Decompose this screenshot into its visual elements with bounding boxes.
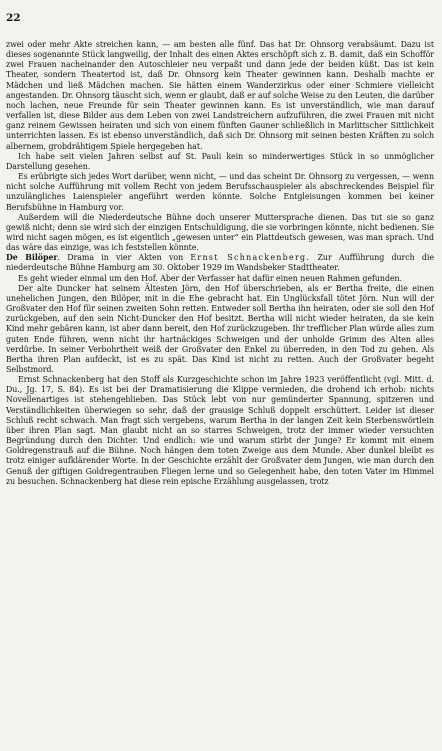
page-number: 22 bbox=[6, 12, 21, 24]
paragraph: Es erübrigte sich jedes Wort darüber, wenn nicht, — und das scheint Dr. Ohnsorg zu vergessen, — wenn nicht solche Aufführung mit vollem Recht von jedem Berufsschauspieler als abschreckendes Beispiel für unzulängliches Laienspieler angeführt werden könnte. Solche Entgleisungen kommen bei keiner Berufsbühne in Hamburg vor. bbox=[6, 172, 434, 212]
review-subtitle: Drama in vier Akten von bbox=[67, 253, 184, 263]
review-title: De Bilöper bbox=[6, 253, 58, 263]
review-performance: Zur Aufführung durch die niederdeutsche Bühne Hamburg am 30. Oktober 1929 im Wandsbeker Stadttheater. bbox=[6, 253, 435, 273]
paragraph: zwei oder mehr Akte streichen kann, — am besten alle fünf. Das hat Dr. Ohnsorg verabsäumt. Dazu ist dieses sogenannte Stück langweilig, der Inhalt des einen Aktes erschöpft sich z. B. damit, daß ein Schofför zwei Frauen nacheinander den Autoschleier neu verpaßt und dann jede der beiden küßt. Das ist kein Theater, sondern Theatertod ist, daß Dr. Ohnsorg kein Theater gewinnen kann. Deshalb machte er Mädchen und ließ Mädchen machen. Sie hätten einem Wanderzirkus oder einer Schmiere vielleicht angestanden. Dr. Ohnsorg täuscht sich, wenn er glaubt, daß er auf solche Weise zu den Leuten, die darüber noch lachen, neue Freunde für sein Theater gewinnen kann. Es ist unverständlich, wie man darauf verfallen ist, diese Bilder aus dem Leben von zwei Landstreichern aufzuführen, die zwei Frauen mit nicht ganz reinem Gewissen heiraten und sich von einem fünften Gauner schließlich in Marlittscher Sittlichkeit unterrichten lassen. Es ist ebenso unverständlich, daß sich Dr. Ohnsorg mit seinen besten Kräften zu solch albernem, grobdrähtigem Spiele hergegeben hat. bbox=[6, 40, 434, 151]
paragraph: Ernst Schnackenberg hat den Stoff als Kurzgeschichte schon im Jahre 1923 veröffentlicht (vgl. Mitt. d. Du., Jg. 17, S. 84). Es ist bei der Dramatisierung die Klippe vermieden, die drohend ich erhob: nichts Novellenartiges ist stehengeblieben. Das Stück lebt von nur gemünderter Spannung, spitzeren und Verständlichkeiten überwiegen so sehr, daß der grausige Schluß doppelt erschüttert. Leider ist dieser Schluß recht schwach. Man fragt sich vergebens, warum Bertha in der langen Zeit kein Sterbenswörtlein über ihren Plan sagt. Man glaubt nicht an so starres Schweigen, trotz der immer wieder versuchten Begründung durch den Dichter. Und endlich: wie und warum stirbt der Junge? Er kommt mit einem Goldregenstrauß auf die Bühne. Noch hängen dem toten Zweige aus dem Munde. Aber dunkel bleibt es trotz einiger aufklärender Worte. In der Geschichte erzählt der Großvater dem Jungen, wie man durch den Genuß der giftigen Goldregentrauben Fliegen lerne und so Gelegenheit habe, den toten Vater im Himmel zu besuchen. Schnackenberg hat diese rein epische Erzählung ausgelassen, trotz bbox=[6, 375, 434, 486]
review-heading: De Bilöper. Drama in vier Akten von Ernst Schnackenberg. Zur Aufführung durch die niederdeutsche Bühne Hamburg am 30. Oktober 1929 im Wandsbeker Stadttheater. bbox=[6, 253, 435, 273]
paragraph: Es geht wieder einmal um den Hof. Aber der Verfasser hat dafür einen neuen Rahmen gefunden. bbox=[18, 273, 403, 283]
review-author: Ernst Schnackenberg. bbox=[190, 253, 311, 263]
paragraph: Der alte Duncker hat seinem Ältesten Jörn, den Hof überschrieben, als er Bertha freite, die einen unehelichen Jungen, den Bilöper, mit in die Ehe gebracht hat. Ein Unglücksfall tötet Jörn. Nun will der Großvater den Hof für seinen zweiten Sohn retten. Entweder soll Bertha ihn heiraten, oder sie soll den Hof zurückgeben, auf den sein Nicht-Duncker den Hof besitzt. Bertha will nicht wieder heiraten, da sie kein Kind mehr gebären kann, ist aber dann bereit, den Hof zurückzugeben. Ihr trefflicher Plan würde alles zum guten Ende führen, wenn nicht ihr hartnäckiges Schweigen und der unholde Grimm des Alten alles verdürbe. In seiner Verbohrtheit weiß der Großvater den Enkel zu überreden, in den Tod zu gehen. Als Bertha ihren Plan aufdeckt, ist es zu spät. Das Kind ist nicht zu retten. Auch der Großvater begeht Selbstmord. bbox=[6, 283, 434, 374]
paragraph: Ich habe seit vielen Jahren selbst auf St. Pauli kein so minderwertiges Stück in so unmöglicher Darstellung gesehen. bbox=[6, 151, 434, 171]
body-text bbox=[6, 40, 434, 487]
paragraph: Außerdem will die Niederdeutsche Bühne doch unserer Muttersprache dienen. Das tut sie so ganz gewiß nicht; denn sie wird sich der einzigen Entschuldigung, die sie vorbringen könnte, nicht bedienen. Sie wird nicht sagen mögen, es ist eigentlich „gewesen unter“ ein Plattdeutsch gewesen, was man sprach. Und das wäre das einzige, was ich feststellen könnte. bbox=[6, 212, 434, 253]
